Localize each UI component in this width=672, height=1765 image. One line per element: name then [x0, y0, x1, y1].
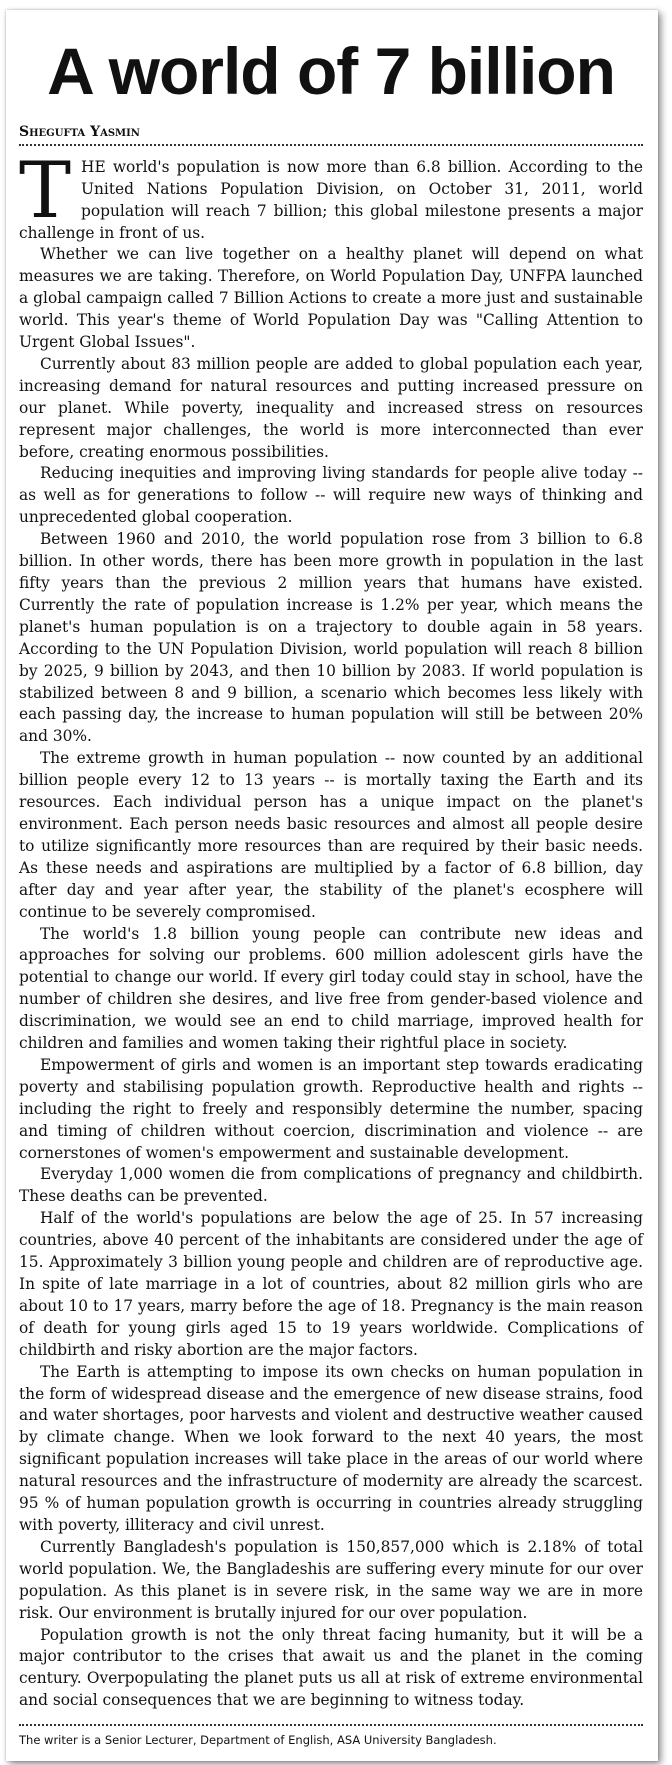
headline: A world of 7 billion [47, 34, 615, 108]
paragraph-10: Half of the world's populations are below the age of 25. In 57 increasing countries, above 40 percent of the inhabitants are considered under the age of 15. Approximately 3 billion young people and children are of reproductive age. In spite of late marriage in a lot of countries, about 82 million girls who are about 10 to 17 years, marry before the age of 18. Pregnancy is the main reason of death for young girls aged 15 to 19 years worldwide. Complications of childbirth and risky abortion are the major factors. [19, 1209, 643, 1359]
paragraph-12: Currently Bangladesh's population is 150,857,000 which is 2.18% of total world population. We, the Bangladeshis are suffering every minute for our over population. As this planet is in severe risk, in the same way we are in more risk. Our environment is brutally injured for our over population. [19, 1537, 643, 1622]
drop-cap: T [19, 145, 72, 236]
paragraph-13: Population growth is not the only threat facing humanity, but it will be a major contributor to the crises that await us and the planet in the coming century. Overpopulating the planet puts us all at risk of extreme environmental and social consequences that we are beginning to witness today. [19, 1625, 643, 1710]
paragraph-2: Whether we can live together on a healthy planet will depend on what measures we are taking. Therefore, on World Population Day, UNFPA launched a global campaign called 7 Billion Actions to create a more just and sustainable world. This year's theme of World Population Day was "Calling Attention to Urgent Global Issues". [19, 245, 643, 352]
byline-divider [19, 144, 643, 146]
paragraph-11: The Earth is attempting to impose its own checks on human population in the form of widespread disease and the emergence of new disease strains, food and water shortages, poor harvests and violent and destructive weather caused by climate change. When we look forward to the next 40 years, the most significant population increases will take place in the areas of our world where natural resources and the infrastructure of modernity are already the scarcest. 95 % of human population growth is occurring in countries already struggling with poverty, illiteracy and civil unrest. [19, 1362, 643, 1534]
paragraph-3: Currently about 83 million people are added to global population each year, increasing demand for natural resources and putting increased pressure on our planet. While poverty, inequality and increased stress on resources represent major challenges, the world is more interconnected than ever before, creating enormous possibilities. [19, 354, 643, 461]
article-page [6, 10, 658, 1761]
paragraph-5: Between 1960 and 2010, the world population rose from 3 billion to 6.8 billion. In other words, there has been more growth in population in the last fifty years than the previous 2 million years that humans have existed. Currently the rate of population increase is 1.2% per year, which means the planet's human population is on a trajectory to double again in 58 years. According to the UN Population Division, world population will reach 8 billion by 2025, 9 billion by 2043, and then 10 billion by 2083. If world population is stabilized between 8 and 9 billion, a scenario which becomes less likely with each passing day, the increase to human population will still be between 20% and 30%. [19, 530, 643, 746]
article-body [19, 145, 643, 1712]
byline: Shegufta Yasmin [19, 124, 140, 140]
paragraph-1-text: HE world's population is now more than 6.8 billion. According to the United Nations Population Division, on October 31, 2011, world population will reach 7 billion; this global milestone presents a major challenge in front of us. [19, 157, 643, 242]
footer-divider [19, 1724, 643, 1726]
paragraph-7: The world's 1.8 billion young people can contribute new ideas and approaches for solving our problems. 600 million adolescent girls have the potential to change our world. If every girl today could stay in school, have the number of children she desires, and live free from gender-based violence and discrimination, we would see an end to child marriage, improved health for children and families and women taking their rightful place in society. [19, 924, 643, 1053]
paragraph-8: Empowerment of girls and women is an important step towards eradicating poverty and stabilising population growth. Reproductive health and rights -- including the right to freely and responsibly determine the number, spacing and timing of children without coercion, discrimination and violence -- are cornerstones of women's empowerment and sustainable development. [19, 1055, 643, 1162]
paragraph-6: The extreme growth in human population -- now counted by an additional billion people every 12 to 13 years -- is mortally taxing the Earth and its resources. Each individual person has a unique impact on the planet's environment. Each person needs basic resources and almost all people desire to utilize significantly more resources than are required by their basic needs. As these needs and aspirations are multiplied by a factor of 6.8 billion, day after day and year after year, the stability of the planet's ecosphere will continue to be severely compromised. [19, 749, 643, 921]
paragraph-4: Reducing inequities and improving living standards for people alive today -- as well as for generations to follow -- will require new ways of thinking and unprecedented global cooperation. [19, 464, 643, 527]
paragraph-1 [19, 145, 643, 245]
author-note: The writer is a Senior Lecturer, Department of English, ASA University Bangladesh. [19, 1733, 497, 1748]
paragraph-9: Everyday 1,000 women die from complications of pregnancy and childbirth. These deaths can be prevented. [19, 1165, 643, 1206]
